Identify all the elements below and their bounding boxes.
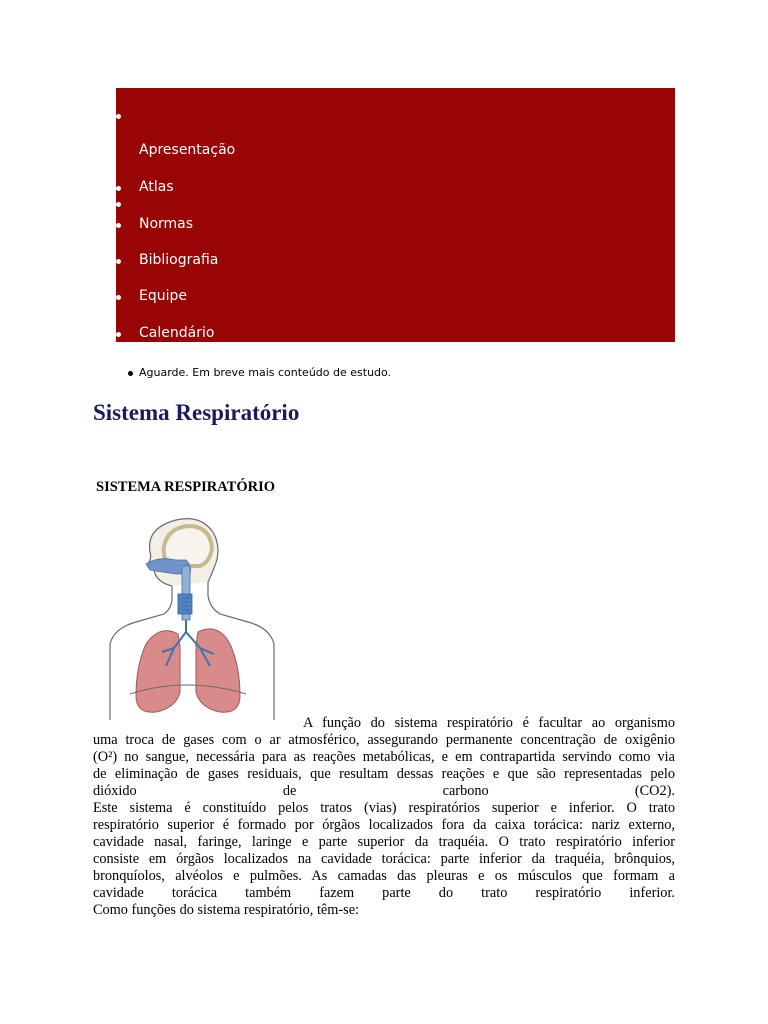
section-heading: SISTEMA RESPIRATÓRIO xyxy=(96,479,276,495)
body-line: uma troca de gases com o ar atmosférico, assegurando permanente concentração de oxigênio xyxy=(93,732,675,748)
body-line: A função do sistema respiratório é facultar ao organismo xyxy=(303,715,675,731)
nav-item-label: Calendário xyxy=(139,325,215,341)
body-line: cavidade nasal, faringe, laringe e parte superior da traquéia. O trato respiratório inferior xyxy=(93,834,675,850)
bullet-icon xyxy=(116,223,121,228)
nav-item-apresentacao[interactable] xyxy=(116,140,675,162)
bullet-icon xyxy=(116,332,121,337)
nav-item-label: Equipe xyxy=(139,288,187,304)
bullet-icon xyxy=(116,202,121,207)
nav-item-label: Apresentação xyxy=(139,142,236,158)
body-line: cavidade torácica também fazem parte do trato respiratório inferior. xyxy=(93,885,675,901)
body-paragraph xyxy=(93,715,675,919)
bullet-icon xyxy=(128,371,133,376)
nav-item-atlas[interactable] xyxy=(116,177,675,199)
body-line: respiratório superior é formado por órgãos localizados fora da caixa torácica: nariz externo, xyxy=(93,817,675,833)
body-line: de eliminação de gases residuais, que resultam dessas reações e que são representadas pelo xyxy=(93,766,675,782)
body-line: consiste em órgãos localizados na cavidade torácica: parte inferior da traquéia, brônquios, xyxy=(93,851,675,867)
nav-item-blank[interactable] xyxy=(116,106,675,126)
bullet-icon xyxy=(116,259,121,264)
nav-item-calendario[interactable] xyxy=(116,323,675,342)
body-line: Como funções do sistema respiratório, têm-se: xyxy=(93,902,360,918)
body-line: bronquíolos, alvéolos e pulmões. As camadas das pleuras e os músculos que formam a xyxy=(93,868,675,884)
nav-item-label: Atlas xyxy=(139,179,174,195)
respiratory-system-illustration xyxy=(106,516,278,720)
nav-item-label: Bibliografia xyxy=(139,252,219,268)
body-line: Este sistema é constituído pelos tratos (vias) respiratórios superior e inferior. O trato xyxy=(93,800,675,816)
bullet-icon xyxy=(116,114,121,119)
bullet-icon xyxy=(116,295,121,300)
nav-item-label: Normas xyxy=(139,216,194,232)
bullet-icon xyxy=(116,186,121,191)
body-line: dióxido de carbono (CO2). xyxy=(93,783,675,799)
nav-item-normas[interactable] xyxy=(116,214,675,236)
notice-text: Aguarde. Em breve mais conteúdo de estudo. xyxy=(139,366,392,379)
body-line: (O²) no sangue, necessária para as reações metabólicas, e em contrapartida servindo como via xyxy=(93,749,675,765)
nav-item-equipe[interactable] xyxy=(116,286,675,308)
page-title: Sistema Respiratório xyxy=(93,400,300,425)
nav-item-bibliografia[interactable] xyxy=(116,250,675,272)
